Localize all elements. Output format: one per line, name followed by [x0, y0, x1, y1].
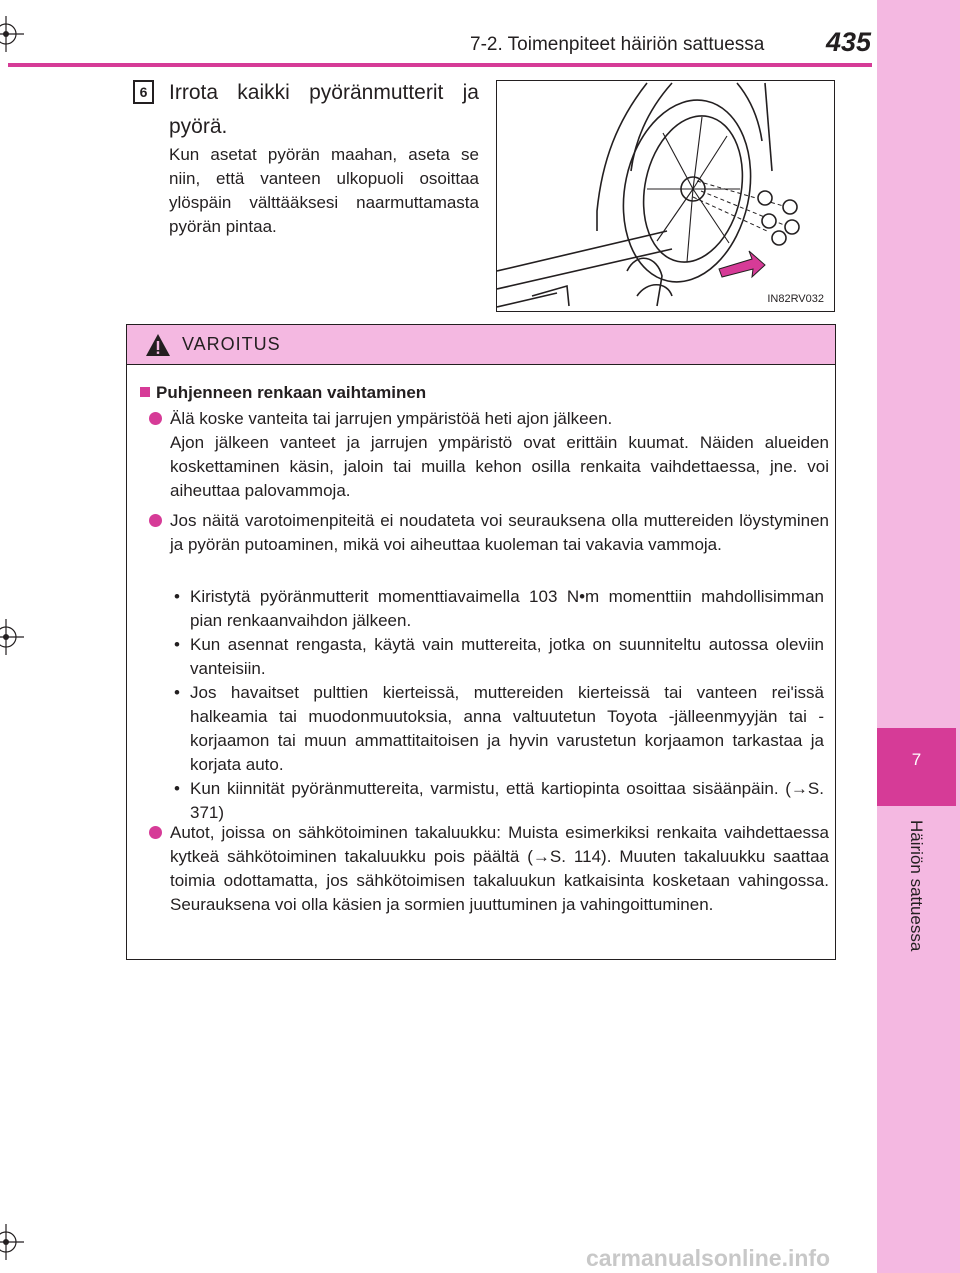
sub-bullet: • — [174, 635, 180, 654]
bullet-lead: Jos näitä varotoimenpiteitä ei noudateta voi seurauksena olla muttereiden löystyminen ja pyörän putoaminen, mikä voi aiheuttaa kuoleman tai vakavia vammoja. — [170, 511, 829, 554]
bullet-body: Ajon jälkeen vanteet ja jarrujen ympäristö ovat erittäin kuumat. Näiden alueiden koskettaminen käsin, jaloin tai muilla kehon osilla renkaita vaihdettaessa, jne. voi aiheuttaa palovammoja. — [170, 433, 829, 500]
section-title: 7-2. Toimenpiteet häiriön sattuessa — [470, 34, 765, 55]
round-bullet-icon — [149, 826, 162, 839]
square-bullet-icon — [140, 387, 150, 397]
registration-mark-icon — [0, 1224, 24, 1260]
page-number: 435 — [826, 27, 872, 57]
warning-bullet — [149, 509, 829, 557]
warning-box — [126, 324, 836, 960]
sub-item-text: Kun kiinnität pyöränmuttereita, varmistu, että kartiopinta osoittaa sisäänpäin. (→S. 371) — [190, 779, 824, 822]
sub-list-item — [174, 633, 824, 681]
chapter-number-box — [877, 728, 956, 806]
warning-bullet — [149, 821, 829, 917]
section-heading-text: Puhjenneen renkaan vaihtaminen — [156, 383, 427, 402]
chapter-number: 7 — [911, 750, 922, 769]
sub-item-text: Kun asennat rengasta, käytä vain muttereita, jotka on suunniteltu autossa oleviin vanteisiin. — [190, 635, 824, 678]
warning-triangle-icon — [145, 333, 171, 357]
registration-mark-icon — [0, 619, 24, 655]
round-bullet-icon — [149, 412, 162, 425]
step-description: Kun asetat pyörän maahan, aseta se niin, että vanteen ulkopuoli osoittaa ylöspäin välttääksesi naarmuttamasta pyörän pintaa. — [169, 145, 479, 236]
sub-bullet: • — [174, 779, 180, 798]
sub-item-text: Jos havaitset pulttien kierteissä, muttereiden kierteissä tai vanteen rei'issä halkeamia tai muodonmuutoksia, anna valtuutetun Toyota -jälleenmyyjän tai -korjaamon tai muun ammattitaitoisen ja hyvin varustetun korjaamon tarkastaa ja korjata auto. — [190, 683, 824, 774]
step-number: 6 — [133, 80, 154, 104]
sub-list-item — [174, 777, 824, 825]
wheel-illustration-icon — [497, 81, 835, 312]
round-bullet-icon — [149, 514, 162, 527]
sub-list-item — [174, 585, 824, 633]
bullet-lead: Autot, joissa on sähkötoiminen takaluukku: Muista esimerkiksi renkaita vaihdettaessa kytkeä sähkötoiminen takaluukku pois päältä (→S. 114). Muuten takaluukku saattaa toimia odottamatta, jos sähkötoimisen takaluukun katkaisinta kosketaan vahingossa. Seurauksena voi olla käsien ja sormien juuttuminen ja vahingoittuminen. — [170, 823, 829, 914]
header-divider — [8, 63, 872, 67]
sub-bullet: • — [174, 683, 180, 702]
warning-header — [127, 325, 835, 365]
sub-bullet: • — [174, 587, 180, 606]
warning-section-heading — [140, 381, 426, 405]
illustration-code: IN82RV032 — [767, 293, 824, 305]
warning-title: VAROITUS — [182, 334, 281, 354]
wheel-removal-illustration — [496, 80, 835, 312]
chapter-side-tab — [877, 0, 960, 1273]
warning-bullet — [149, 407, 829, 503]
sub-item-text: Kiristytä pyöränmutterit momenttiavaimella 103 N•m momenttiin mahdollisimman pian renkaanvaihdon jälkeen. — [190, 587, 824, 630]
chapter-label-text: Häiriön sattuessa — [907, 820, 926, 952]
chapter-label — [904, 820, 928, 980]
sub-list-item — [174, 681, 824, 777]
registration-mark-icon — [0, 16, 24, 52]
watermark: carmanualsonline.info — [586, 1245, 831, 1271]
bullet-lead: Älä koske vanteita tai jarrujen ympäristöä heti ajon jälkeen. — [170, 409, 613, 428]
step-title: Irrota kaikki pyöränmutterit ja pyörä. — [169, 81, 479, 138]
